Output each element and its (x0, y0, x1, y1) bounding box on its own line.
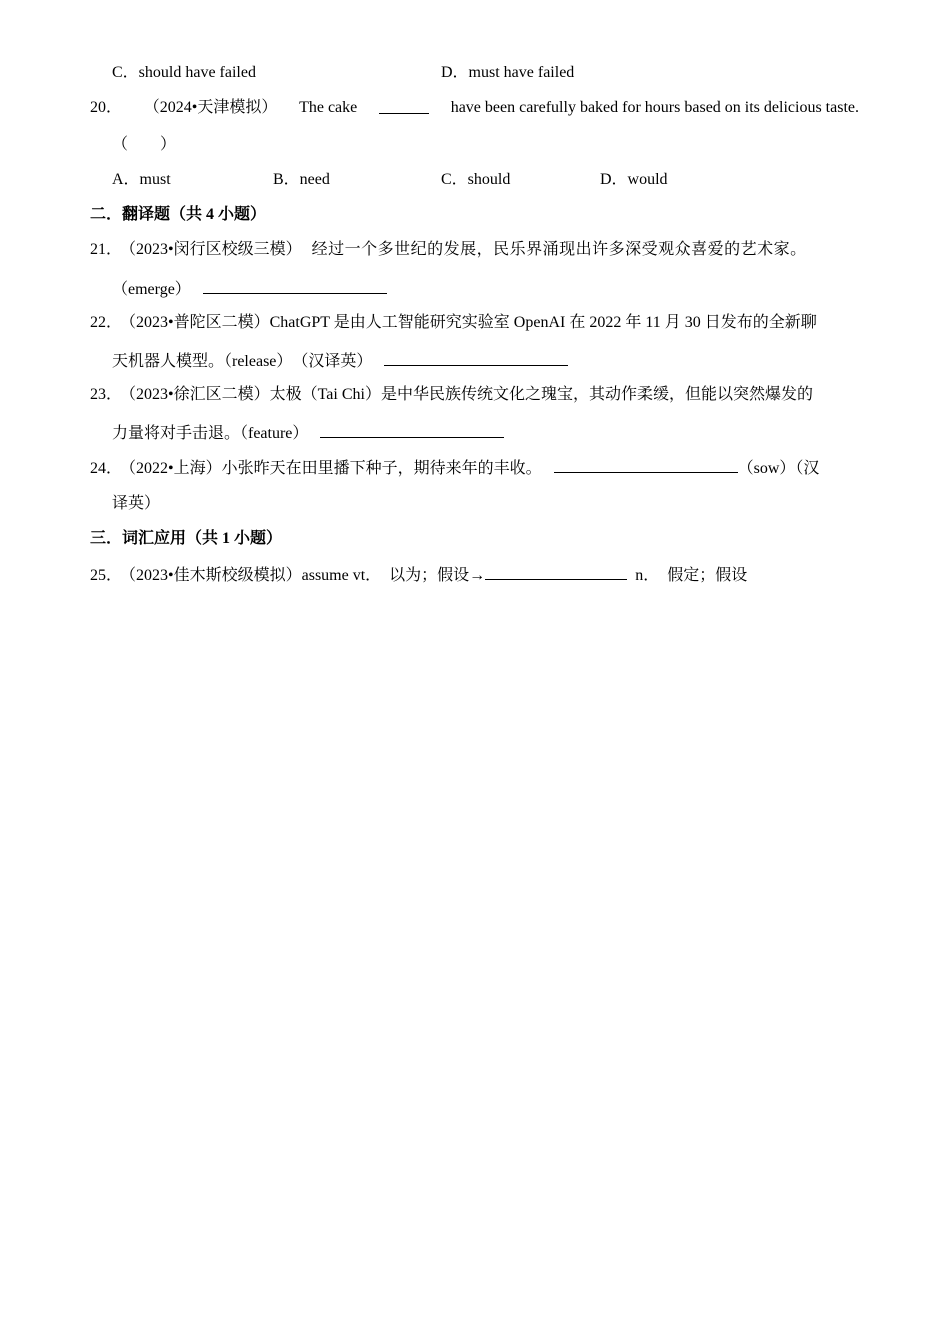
q20-option-d[interactable]: D．would (600, 171, 668, 188)
q24-line1 (90, 457, 819, 479)
q22-line1 (90, 313, 817, 333)
q22-text-line2: 天机器人模型。（release） （汉译英） (112, 353, 373, 370)
q24-text: 小张昨天在田里播下种子，期待来年的丰收。 (221, 460, 542, 477)
q25-number: 25． (90, 567, 123, 584)
q24-source: （2022•上海） (128, 460, 222, 477)
q22-line2 (112, 350, 568, 372)
q23-answer-blank[interactable] (320, 422, 504, 438)
q21-text: 经过一个多世纪的发展，民乐界涌现出许多深受观众喜爱的艺术家。 (311, 241, 807, 258)
q20-option-b[interactable]: B．need (273, 171, 330, 188)
q20-answer-blank[interactable] (379, 98, 429, 114)
q20-option-a[interactable]: A．must (112, 171, 171, 188)
q22-answer-blank[interactable] (384, 350, 568, 366)
q20-option-c[interactable]: C．should (441, 171, 511, 188)
q20-number: 20． (90, 99, 123, 116)
q23-number: 23． (90, 386, 123, 403)
q25-text: assume vt． 以为；假设→ (301, 567, 486, 584)
q19-option-d: D．must have failed (441, 64, 575, 81)
q24-line2: 译英） (112, 495, 161, 512)
q21-answer-blank[interactable] (203, 278, 387, 294)
q21-hint: （emerge） (112, 281, 191, 298)
q24-number: 24． (90, 460, 123, 477)
q20-paren: （ ） (112, 136, 177, 153)
q21-line1 (90, 240, 807, 260)
q23-text-line2: 力量将对手击退。（feature） (112, 425, 309, 442)
q23-line2 (112, 422, 504, 444)
q23-line1 (90, 385, 813, 405)
q23-text-line1: 太极（Tai Chi）是中华民族传统文化之瑰宝，其动作柔缓，但能以突然爆发的 (269, 386, 813, 403)
q24-answer-blank[interactable] (554, 457, 738, 473)
q22-source: （2023•普陀区二模） (128, 314, 270, 331)
q20-question-line (90, 98, 859, 118)
q25-source: （2023•佳木斯校级模拟） (128, 567, 302, 584)
q21-number: 21． (90, 241, 123, 258)
q19-option-c: C．should have failed (112, 64, 256, 81)
q25-line1 (90, 564, 747, 586)
q23-source: （2023•徐汇区二模） (128, 386, 270, 403)
q21-source: （2023•闵行区校级三模） (128, 241, 302, 258)
q25-answer-blank[interactable] (485, 564, 627, 580)
q21-line2 (112, 278, 387, 300)
q25-after: n． 假定；假设 (635, 567, 748, 584)
q20-text-after: have been carefully baked for hours based on its delicious taste. (450, 99, 859, 116)
q22-text-line1: ChatGPT 是由人工智能研究实验室 OpenAI 在 2022 年 11 月 30 日发布的全新聊 (269, 314, 817, 331)
q20-text-before: The cake (299, 99, 358, 116)
q20-source: （2024•天津模拟） (143, 99, 278, 116)
q22-number: 22． (90, 314, 123, 331)
section2-title: 二．翻译题（共 4 小题） (90, 206, 267, 223)
section3-title: 三．词汇应用（共 1 小题） (90, 530, 283, 547)
q24-hint: （sow）（汉 (737, 460, 820, 477)
